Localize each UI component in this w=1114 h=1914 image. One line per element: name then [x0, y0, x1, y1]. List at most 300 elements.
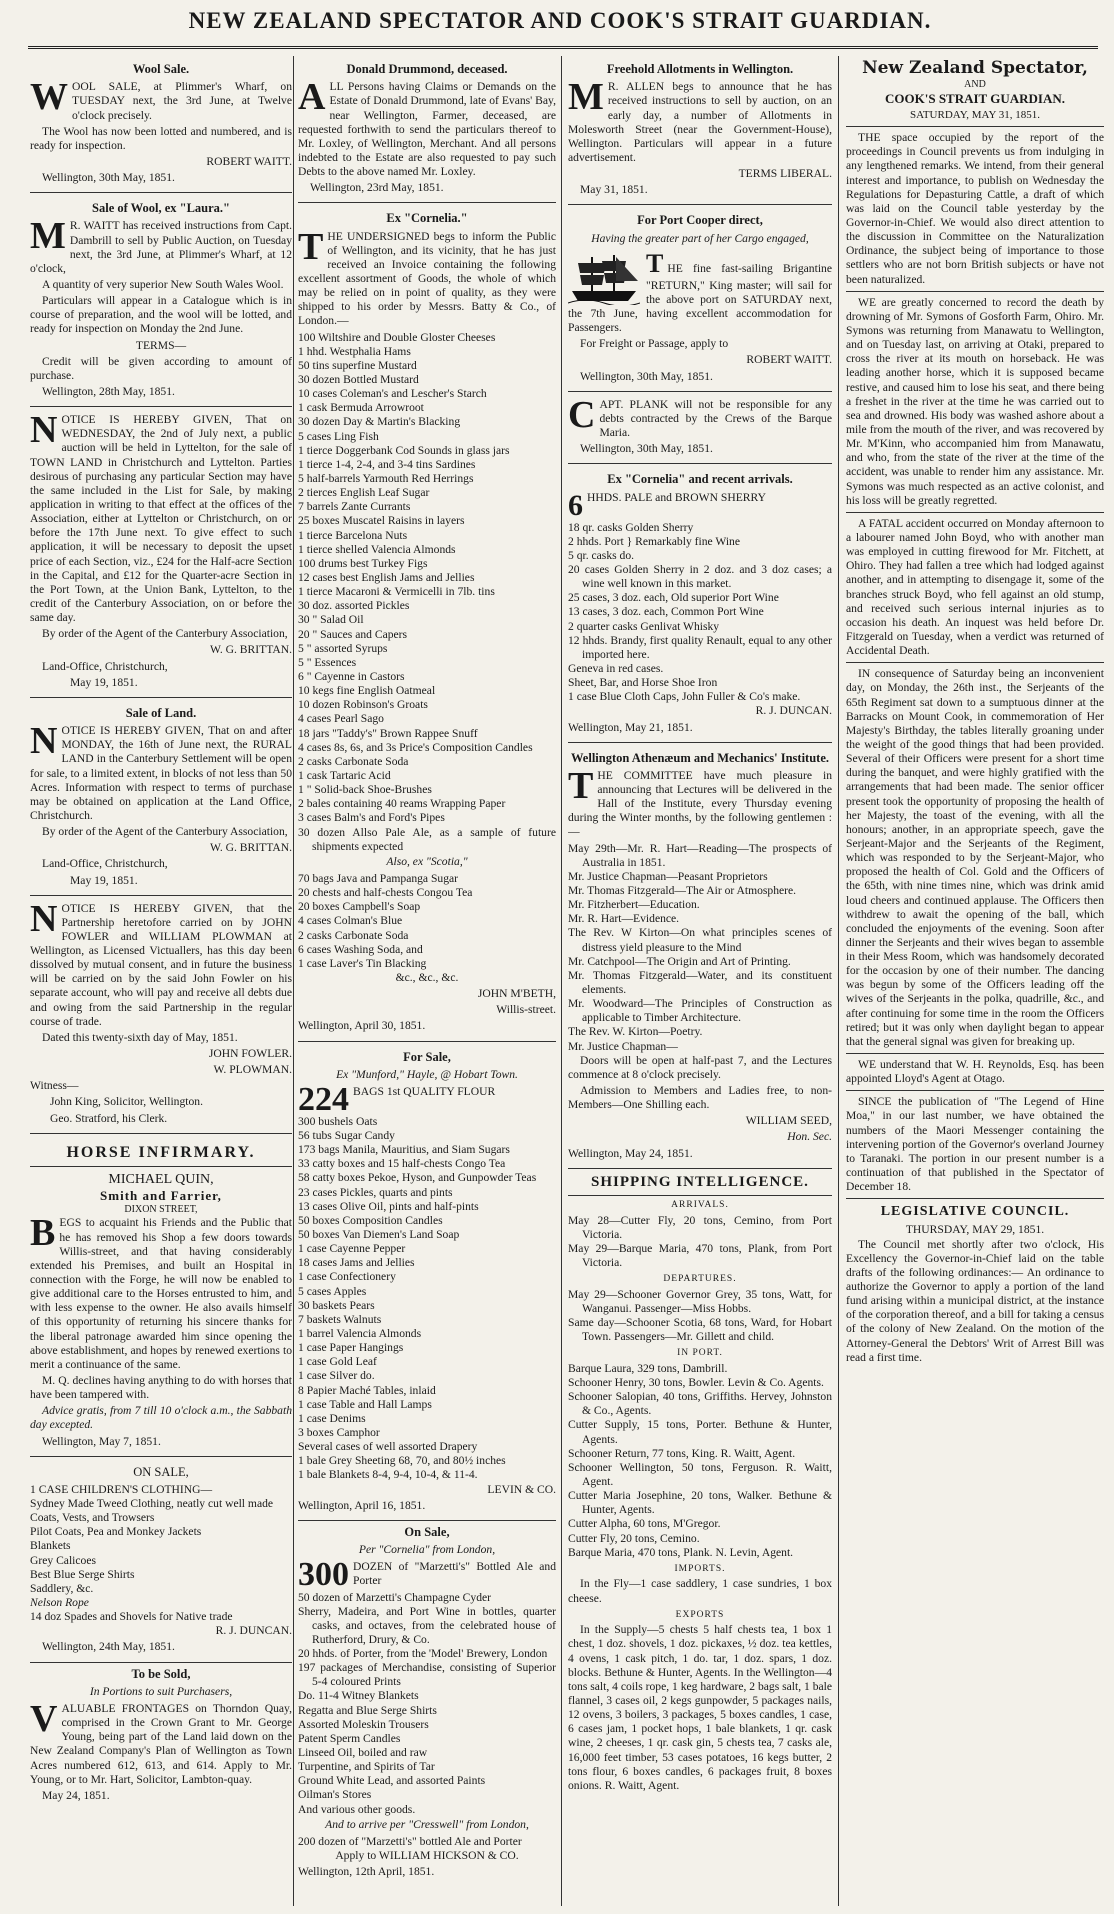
list-item: 2 casks Carbonate Soda — [298, 928, 409, 942]
ad-body: HE COMMITTEE have much pleasure in announcing that Lectures will be delivered in the Hall of the Institute, every Thursday evening during the Winter months, by the following gentlemen :— — [568, 768, 832, 839]
list-item: 30 baskets Pears — [298, 1298, 375, 1312]
list-item: Mr. R. Hart—Evidence. — [568, 912, 680, 926]
divider — [846, 512, 1104, 513]
list-item: 50 boxes Composition Candles — [298, 1213, 443, 1227]
ad-signature: LEVIN & CO. — [487, 1482, 556, 1496]
list-item: 70 bags Java and Pampanga Sugar — [298, 871, 459, 885]
ad-body: OTICE IS HEREBY GIVEN, That on WEDNESDAY, the 2nd of July next, a public auction will be held in Lyttelton, for the sale of TOWN LAND in Christchurch and Lyttelton. Parties desirous of purchasing any particular Section may have the same included in the List for Sale, by making application in writing to that effect at the offices of the Association, either at Lyttelton or Christchurch, on or before the 17th June next. To give effect to such application, it will be necessary to deposit the upset price of each Section, viz., £24 for the Half-acre Section in the Capital, and £12 for the Quarter-acre Section in the Port Town, at the Union Bank, Lyttelton, to the credit of the Canterbury Association, on or before the same day. — [30, 413, 292, 625]
subsection-title: IN PORT. — [677, 1348, 723, 1359]
ad-date: Wellington, 30th May, 1851. — [42, 171, 175, 185]
list-item: Coats, Vests, and Trowsers — [30, 1511, 155, 1525]
list-item: 50 dozen of Marzetti's Champagne Cyder — [298, 1590, 492, 1604]
column-3 — [568, 58, 832, 1904]
ad-terms: TERMS— — [135, 338, 187, 352]
ad-name: MICHAEL QUIN, — [108, 1172, 214, 1188]
divider — [846, 662, 1104, 663]
ad-signature: Hon. Sec. — [787, 1130, 832, 1144]
ad-body: APT. PLANK will not be responsible for any debts contracted by the Crews of the Barque Maria. — [599, 397, 832, 440]
ad-date: May 19, 1851. — [70, 675, 138, 689]
editorial-paragraph: THE space occupied by the report of the proceedings in Council prevents us from indulging in any lengthened remarks. We intend, from their general interest and importance, to publish on Wednesday the Regulations for Depasturing Cattle, a draft of which was laid on the Council table yesterday by the Governor-in-Chief. We would also direct attention to the discussion in Committee on the Naturalization Ordinance, the subject being of importance to those settlers who are not born British subjects or have not been naturalized. — [846, 131, 1104, 286]
divider — [568, 1195, 832, 1196]
editorial-paragraph: IN consequence of Saturday being an inconvenient day, on Monday, the 26th inst., the Serjeants of the 65th Regiment sat down to a sumptuous dinner at the Barracks on Mount Cook, in commemoration of Her Majesty's Birthday, the tables literally groaning under the weight of the good things that had been provided. Several of their Officers were present for a short time during the banquet, and were highly gratified with the arrangements that had been made. The senior officer present took the opportunity of proposing the health of her Majesty, the toast of the evening, with all the honours; another, in an appropriate speech, gave the Serjeant-Major and the Serjeants of the Regiment, which was responded to by the Serjeant-Major, who proposed the health of Col. Gold and the Officers of the 65th, with nine times nine, which was drink amid loud cheers and continued applause. The Officers then withdrew to await the opening of the ball, which concluded the enjoyments of the evening. Soon after dinner the Serjeants and their wives began to assemble in their Mess Room, which was handsomely decorated for the occasion by one of their number. The dancing was begun by some of the Officers leading off the wives of the Serjeants in the polka, quadrille, &c., and after continuing for some time in the room the Officers retired; but it was only when daylight began to appear that the general signal was given for breaking up. — [846, 667, 1104, 1048]
ad-body: HE fine fast-sailing Brigantine "RETURN," King master; will sail for the above port on SATURDAY next, the 7th June, having excellent accommodation for Passengers. — [568, 261, 832, 335]
ad-text: Admission to Members and Ladies free, to non-Members—One Shilling each. — [568, 1084, 832, 1112]
list-item: 5 cases Ling Fish — [298, 429, 379, 443]
drop-cap: V — [30, 1697, 58, 1740]
list-item: 20 " Sauces and Capers — [298, 627, 408, 641]
council-paragraph: The Council met shortly after two o'clock, His Excellency the Governor-in-Chief laid on the table drafts of the following ordinances:— An ordinance to authorize the Governor to apply a portion of the land fund arising within a municipal district, at the instance of the corporation thereof, and a bill for taking a census of the colony of New Zealand. On the motion of the Attorney-General the Debtors' Writ of Arrest Bill was read a first time. — [846, 1237, 1104, 1364]
list-item: Best Blue Serge Shirts — [30, 1567, 135, 1581]
list-item: 1 tierce Barcelona Nuts — [298, 528, 408, 542]
divider — [846, 1053, 1104, 1054]
ad-notice-town-land — [30, 411, 292, 698]
ad-date: Wellington, April 16, 1851. — [298, 1498, 426, 1512]
lead-number: 224 — [298, 1080, 349, 1118]
list-item: 3 cases Balm's and Ford's Pipes — [298, 811, 445, 825]
ad-subtitle: Having the greater part of her Cargo engaged, — [591, 231, 809, 245]
list-item: 10 dozen Robinson's Groats — [298, 698, 428, 712]
ad-wool-sale — [30, 58, 292, 193]
section-title: LEGISLATIVE COUNCIL. — [880, 1204, 1070, 1220]
masthead-rule — [28, 46, 1098, 49]
list-item: Pilot Coats, Pea and Monkey Jackets — [30, 1525, 202, 1539]
list-item: 100 Wiltshire and Double Gloster Cheeses — [298, 330, 496, 344]
ad-body: OTICE IS HEREBY GIVEN, That on and after MONDAY, the 16th of June next, the RURAL LAND in the Canterbury Settlement will be open for sale, to a limited extent, in blocks of not less than 50 Acres. Information with respect to terms of purchase may be obtained on application at the Land Office, Christchurch. — [30, 724, 292, 822]
ad-on-sale — [30, 1461, 292, 1663]
list-item: 4 cases Colman's Blue — [298, 914, 403, 928]
editorial-masthead-guardian: COOK'S STRAIT GUARDIAN. — [885, 90, 1065, 106]
drop-cap: N — [30, 720, 58, 763]
list-item: 1 tierce Doggerbank Cod Sounds in glass jars — [298, 443, 510, 457]
ad-for-sale — [298, 1046, 556, 1521]
ad-text: Advice gratis, from 7 till 10 o'clock a.m., the Sabbath day excepted. — [30, 1404, 292, 1432]
list-item: 1 tierce shelled Valencia Almonds — [298, 542, 456, 556]
list-item: Nelson Rope — [30, 1596, 89, 1610]
list-item: 1 case Denims — [298, 1411, 366, 1425]
ad-text: The Wool has now been lotted and numbered, and is ready for inspection. — [30, 124, 292, 152]
ad-title: On Sale, — [404, 1524, 450, 1539]
drop-cap: N — [30, 897, 58, 940]
list-item: 7 baskets Walnuts — [298, 1312, 382, 1326]
list-item: Barque Maria, 470 tons, Plank. N. Levin, Agent. — [568, 1545, 794, 1559]
list-item: Ground White Lead, and assorted Paints — [298, 1774, 486, 1788]
list-item: 5 cases Apples — [298, 1284, 367, 1298]
list-item: 1 cask Tartaric Acid — [298, 768, 391, 782]
list-item: Schooner Return, 77 tons, King. R. Waitt, Agent. — [568, 1446, 796, 1460]
list-item: 8 Papier Maché Tables, inlaid — [298, 1383, 436, 1397]
list-item: 2 bales containing 40 reams Wrapping Paper — [298, 797, 506, 811]
ad-text: Apply to WILLIAM HICKSON & CO. — [335, 1849, 519, 1863]
lecture-list — [568, 842, 832, 1054]
ad-date: May 31, 1851. — [580, 183, 648, 197]
list-item: 5 " Essences — [298, 655, 357, 669]
list-item: 1 case Laver's Tin Blacking — [298, 956, 427, 970]
list-item: 173 bags Manila, Mauritius, and Siam Sugars — [298, 1143, 510, 1157]
ad-body: ALUABLE FRONTAGES on Thorndon Quay, comprised in the Crown Grant to Mr. George Young, being part of the Land laid down on the New Zealand Company's Plan of Wellington as Town Acres numbered 612, 613, and 614. Apply to Mr. Young, or to Mr. Hart, Solicitor, Lambton-quay. — [30, 1701, 292, 1786]
ad-text: By order of the Agent of the Canterbury Association, — [42, 627, 288, 641]
list-item: 3 boxes Camphor — [298, 1425, 380, 1439]
list-item: 58 catty boxes Pekoe, Hyson, and Gunpowder Teas — [298, 1171, 537, 1185]
list-item: 2 quarter casks Genlivat Whisky — [568, 619, 720, 633]
list-item: 20 hhds. of Porter, from the 'Model' Brewery, London — [298, 1647, 548, 1661]
council-date: THURSDAY, MAY 29, 1851. — [905, 1223, 1045, 1237]
goods-list — [298, 1591, 556, 1817]
list-item: Same day—Schooner Scotia, 68 tons, Ward, for Hobart Town. Passengers—Mr. Gillett and child. — [568, 1316, 832, 1344]
ad-date: Wellington, May 7, 1851. — [42, 1434, 161, 1448]
drop-cap: A — [298, 76, 326, 119]
column-1 — [30, 58, 292, 1904]
ad-to-be-sold — [30, 1667, 292, 1803]
list-item: 5 qr. casks do. — [568, 548, 635, 562]
list-item: 1 case Table and Hall Lamps — [298, 1397, 432, 1411]
divider — [846, 126, 1104, 127]
list-item: 200 dozen of "Marzetti's" bottled Ale and Porter — [298, 1834, 522, 1848]
ad-signature: WILLIAM SEED, — [745, 1114, 832, 1128]
list-item: 197 packages of Merchandise, consisting of Superior 5-4 coloured Prints — [298, 1661, 556, 1689]
list-item: Turpentine, and Spirits of Tar — [298, 1760, 435, 1774]
drop-cap: M — [568, 76, 604, 119]
list-item: Sydney Made Tweed Clothing, neatly cut well made — [30, 1497, 274, 1511]
list-item: 30 doz. assorted Pickles — [298, 599, 410, 613]
ad-date: Wellington, 23rd May, 1851. — [310, 181, 444, 195]
list-item: 30 dozen Bottled Mustard — [298, 373, 419, 387]
ad-signature: W. G. BRITTAN. — [209, 841, 292, 855]
ad-date: Wellington, 30th May, 1851. — [580, 369, 713, 383]
ad-subtitle: In Portions to suit Purchasers, — [89, 1684, 233, 1698]
list-item: Schooner Salopian, 40 tons, Griffiths. Hervey, Johnston & Co., Agents. — [568, 1390, 832, 1418]
list-item: 1 case Blue Cloth Caps, John Fuller & Co's make. — [568, 690, 801, 704]
subsection-title: DEPARTURES. — [663, 1274, 737, 1285]
drop-cap: T — [298, 225, 324, 268]
list-item: 300 bushels Oats — [298, 1114, 378, 1128]
drop-cap: B — [30, 1212, 56, 1255]
exports-text: In the Supply—5 chests 5 half chests tea, 1 box 1 chest, 1 doz. shovels, 1 doz. pickaxes, ½ doz. tea kettles, 4 ovens, 1 cask pitch, 1 do. tar, 1 doz. spars, 1 doz. blocks. Bethune & Hunter, Agents. In the Wellington—4 tons salt, 4 coils rope, 1 keg hardware, 2 bags salt, 1 bale flannel, 3 cases oil, 2 kegs gunpowder, 5 packages nails, 12 ovens, 3 boilers, 3 packages, 5 boxes candles, 1 case, 6 cases jam, 1 pocket hops, 1 bale blankets, 1 qr. cask wine, 2 cheeses, 1 qr. cask gin, 5 chests tea, 7 casks ale, 16,000 feet timber, 53 cases potatoes, 16 kegs butter, 2 tons flour, 6 boxes candles, 6 packages fruit, 8 boxes onions. R. Waitt, Agent. — [568, 1623, 832, 1792]
list-item: 2 casks Carbonate Soda — [298, 754, 409, 768]
goods-list — [298, 331, 556, 854]
list-item: 1 bale Blankets 8-4, 9-4, 10-4, & 11-4. — [298, 1468, 478, 1482]
ad-title: For Sale, — [403, 1049, 451, 1064]
list-item: The Rev. W Kirton—On what principles scenes of distress yield pleasure to the Mind — [568, 926, 832, 954]
list-item: And various other goods. — [298, 1802, 416, 1816]
ad-text: &c., &c., &c. — [395, 970, 459, 984]
list-item: Regatta and Blue Serge Shirts — [298, 1703, 437, 1717]
ad-partnership — [30, 897, 292, 1134]
list-item: 18 cases Jams and Jellies — [298, 1256, 415, 1270]
drop-cap: W — [30, 76, 68, 119]
masthead: NEW ZEALAND SPECTATOR AND COOK'S STRAIT GUARDIAN. — [188, 8, 932, 33]
list-item: Saddlery, &c. — [30, 1581, 94, 1595]
list-item: Cutter Alpha, 60 tons, M'Gregor. — [568, 1517, 721, 1531]
ad-text: M. Q. declines having anything to do with horses that have been tampered with. — [30, 1373, 292, 1402]
issue-date: SATURDAY, MAY 31, 1851. — [910, 108, 1040, 121]
ad-title: Sale of Land. — [125, 705, 197, 720]
ad-date: Wellington, April 30, 1851. — [298, 1019, 426, 1033]
list-item: 5 " assorted Syrups — [298, 641, 388, 655]
list-item: 25 boxes Muscatel Raisins in layers — [298, 514, 465, 528]
list-item: Mr. Catchpool—The Origin and Art of Printing. — [568, 954, 791, 968]
ad-body: OTICE IS HEREBY GIVEN, that the Partnership heretofore carried on by JOHN FOWLER and WILLIAM PLOWMAN at Wellington, as Licensed Victuallers, has this day been dissolved by mutual consent, and in future the business will be carried on by the said John Fowler on his separate account, who will pay and receive all debts due and owing from the said Partnership in the regular course of trade. — [30, 901, 292, 1028]
ad-body: R. WAITT has received instructions from Capt. Dambrill to sell by Public Auction, on Tuesday next, the 3rd June, at Plimmer's Wharf, at 12 o'clock, — [30, 219, 292, 275]
list-item: 14 doz Spades and Shovels for Native trade — [30, 1610, 233, 1624]
ad-body: HE UNDERSIGNED begs to inform the Public of Wellington, and its vicinity, that he has just received an Invoice containing the following excellent assortment of Goods, the whole of which may be relied on in point of quality, as they were shipped to his order by Messrs. Batty & Co., of London.— — [298, 229, 556, 328]
subsection-title: ARRIVALS. — [671, 1200, 729, 1211]
column-4 — [846, 58, 1104, 1904]
list-item: May 28—Cutter Fly, 20 tons, Cemino, from Port Victoria. — [568, 1213, 832, 1241]
ad-text: By order of the Agent of the Canterbury Association, — [42, 825, 288, 839]
list-item: 1 " Solid-back Shoe-Brushes — [298, 783, 432, 797]
shipping-intelligence — [568, 1173, 832, 1793]
ad-body: OOL SALE, at Plimmer's Wharf, on TUESDAY next, the 3rd June, at Twelve o'clock precisely. — [72, 80, 292, 122]
ad-subtitle: And to arrive per "Cresswell" from London, — [325, 1817, 529, 1831]
ad-signature: ROBERT WAITT. — [206, 154, 292, 168]
list-item: Schooner Wellington, 50 tons, Ferguson. R. Waitt, Agent. — [568, 1460, 832, 1488]
ad-text: For Freight or Passage, apply to — [580, 337, 729, 351]
list-item: 18 jars "Taddy's" Brown Rappee Snuff — [298, 726, 478, 740]
ad-body: HHDS. PALE and BROWN SHERRY — [587, 490, 766, 504]
list-item: Blankets — [30, 1539, 71, 1553]
list-item: 50 boxes Van Diemen's Land Soap — [298, 1228, 460, 1242]
editorial-masthead: New Zealand Spectator, — [862, 58, 1088, 78]
ad-signature: R. J. DUNCAN. — [215, 1624, 292, 1638]
list-item: 23 cases Pickles, quarts and pints — [298, 1185, 453, 1199]
ad-body: LL Persons having Claims or Demands on the Estate of Donald Drummond, late of Evans' Bay, near Wellington, Farmer, deceased, are requested forthwith to send the particulars thereof to Mr. Loxley, of Wellington, Merchant. And all persons indebted to the Estate are also requested to pay such Debts to the above named Mr. Loxley. — [298, 80, 556, 179]
list-item: Sherry, Madeira, and Port Wine in bottles, quarter casks, and octaves, from the celebrated house of Rutherford, Drury, & Co. — [298, 1604, 556, 1646]
ad-text: Particulars will appear in a Catalogue which is in course of preparation, and the wool will be lotted, and ready for inspection on Monday the 2nd June. — [30, 294, 292, 336]
list-item: 25 cases, 3 doz. each, Old superior Port Wine — [568, 591, 779, 605]
list-item: 13 cases Olive Oil, pints and half-pints — [298, 1199, 479, 1213]
list-item: 12 cases best English Jams and Jellies — [298, 571, 475, 584]
subsection-title: EXPORTS — [675, 1609, 725, 1620]
ad-signature: W. G. BRITTAN. — [209, 643, 292, 657]
ad-trade: Smith and Farrier, — [100, 1188, 222, 1204]
goods-list — [568, 521, 832, 705]
ad-text: Witness— — [30, 1079, 79, 1093]
ad-title: HORSE INFIRMARY. — [66, 1143, 256, 1161]
in-port-list — [568, 1362, 832, 1560]
ad-date: May 24, 1851. — [42, 1788, 110, 1802]
list-item: 5 half-barrels Yarmouth Red Herrings — [298, 472, 474, 486]
ad-title: Ex "Cornelia" and recent arrivals. — [607, 472, 793, 487]
list-item: 7 barrels Zante Currants — [298, 500, 411, 514]
list-item: The Rev. W. Kirton—Poetry. — [568, 1025, 703, 1039]
list-item: Geneva in red cases. — [568, 661, 664, 675]
list-item: Mr. Woodward—The Principles of Construction as applicable to Timber Architecture. — [568, 997, 832, 1025]
list-item: Patent Sperm Candles — [298, 1731, 401, 1745]
ad-sale-of-land — [30, 702, 292, 896]
ad-title: Sale of Wool, ex "Laura." — [92, 201, 230, 216]
ad-signature: ROBERT WAITT. — [746, 353, 832, 367]
list-item: Grey Calicoes — [30, 1553, 96, 1567]
ad-subtitle: Ex "Munford," Hayle, @ Hobart Town. — [336, 1067, 518, 1081]
ad-date: Wellington, 28th May, 1851. — [42, 385, 175, 399]
ad-laura — [30, 197, 292, 407]
list-item: 1 case Cayenne Pepper — [298, 1242, 406, 1256]
list-item: 18 qr. casks Golden Sherry — [568, 520, 694, 534]
divider — [846, 1090, 1104, 1091]
lead-number: 300 — [298, 1556, 349, 1594]
ad-place: Land-Office, Christchurch, — [42, 857, 168, 871]
ad-port-cooper — [568, 209, 832, 391]
list-item: Mr. Thomas Fitzgerald—Water, and its constituent elements. — [568, 968, 832, 997]
ad-terms: TERMS LIBERAL. — [738, 167, 832, 181]
ad-body: BAGS 1st QUALITY FLOUR — [353, 1084, 496, 1098]
list-item: 1 CASE CHILDREN'S CLOTHING— — [30, 1482, 213, 1496]
drop-cap: N — [30, 409, 58, 452]
ad-text: Doors will be open at half-past 7, and the Lectures commence at 8 o'clock precisely. — [568, 1053, 832, 1081]
lead-number: 6 — [568, 488, 583, 522]
list-item: Linseed Oil, boiled and raw — [298, 1746, 428, 1760]
ad-subtitle: Also, ex "Scotia," — [386, 854, 468, 868]
ad-place: Land-Office, Christchurch, — [42, 659, 168, 673]
column-divider — [561, 56, 562, 1906]
ad-signature: JOHN M'BETH, — [477, 987, 556, 1001]
ad-date: Wellington, May 21, 1851. — [568, 720, 693, 734]
ad-title: Donald Drummond, deceased. — [346, 62, 508, 76]
column-divider — [293, 56, 294, 1906]
list-item: Several cases of well assorted Drapery — [298, 1440, 478, 1454]
list-item: 30 " Salad Oil — [298, 613, 364, 627]
list-item: 33 catty boxes and 15 half-chests Congo Tea — [298, 1157, 506, 1171]
list-item: 2 tierces English Leaf Sugar — [298, 486, 430, 500]
ad-subtitle: Per "Cornelia" from London, — [358, 1543, 496, 1557]
list-item: 30 dozen Day & Martin's Blacking — [298, 415, 461, 429]
list-item: 20 cases Golden Sherry in 2 doz. and 3 doz cases; a wine well known in this market. — [568, 562, 832, 591]
list-item: 1 tierce Macaroni & Vermicelli in 7lb. tins — [298, 585, 495, 599]
list-item: 56 tubs Sugar Candy — [298, 1129, 395, 1143]
list-item: Schooner Henry, 30 tons, Bowler. Levin & Co. Agents. — [568, 1376, 824, 1390]
list-item: Mr. Fitzherbert—Education. — [568, 898, 700, 912]
divider — [846, 1198, 1104, 1199]
imports-text: In the Fly—1 case saddlery, 1 case sundries, 1 box cheese. — [568, 1577, 832, 1605]
ad-recent-arrivals — [568, 468, 832, 742]
list-item: 1 case Paper Hangings — [298, 1341, 404, 1355]
ad-text: Credit will be given according to amount of purchase. — [30, 354, 292, 382]
list-item: 12 hhds. Brandy, first quality Renault, equal to any other imported here. — [568, 633, 832, 661]
ad-title: To be Sold, — [131, 1666, 191, 1681]
list-item: 10 cases Coleman's and Lescher's Starch — [298, 387, 487, 401]
list-item: 13 cases, 3 doz. each, Common Port Wine — [568, 605, 764, 619]
ad-date: Wellington, May 24, 1851. — [568, 1146, 693, 1160]
departures-list — [568, 1288, 832, 1345]
subsection-title: IMPORTS. — [674, 1563, 726, 1574]
list-item: 1 tierce 1-4, 2-4, and 3-4 tins Sardines — [298, 457, 476, 471]
list-item: 4 cases Pearl Sago — [298, 712, 384, 726]
list-item: Oilman's Stores — [298, 1788, 372, 1802]
goods-list — [298, 872, 556, 971]
ad-title: Wool Sale. — [132, 62, 190, 76]
list-item: 6 cases Washing Soda, and — [298, 942, 423, 956]
list-item: Assorted Moleskin Trousers — [298, 1717, 429, 1731]
column-2 — [298, 58, 556, 1904]
ad-athenaeum — [568, 747, 832, 1169]
ad-date: Wellington, 12th April, 1851. — [298, 1865, 435, 1879]
list-item: Do. 11-4 Witney Blankets — [298, 1689, 419, 1703]
ad-freehold — [568, 58, 832, 205]
list-item: Cutter Supply, 15 tons, Porter. Bethune & Hunter, Agents. — [568, 1418, 832, 1446]
ad-title: Wellington Athenæum and Mechanics' Institute. — [570, 750, 829, 765]
list-item: May 29—Schooner Governor Grey, 35 tons, Watt, for Wanganui. Passenger—Miss Hobbs. — [568, 1287, 832, 1315]
ad-signature: Willis-street. — [496, 1003, 556, 1017]
list-item: 100 drums best Turkey Figs — [298, 556, 428, 570]
ad-title: Ex "Cornelia." — [386, 211, 468, 226]
section-title: SHIPPING INTELLIGENCE. — [591, 1173, 809, 1190]
ad-text: A quantity of very superior New South Wales Wool. — [42, 278, 284, 292]
list-item: 50 tins superfine Mustard — [298, 358, 417, 372]
list-item: 2 hhds. Port } Remarkably fine Wine — [568, 534, 740, 548]
ad-horse-infirmary — [30, 1138, 292, 1457]
ad-date: Wellington, 30th May, 1851. — [580, 442, 713, 456]
list-item: 1 case Confectionery — [298, 1270, 396, 1284]
list-item: 1 hhd. Westphalia Hams — [298, 344, 411, 358]
ad-signature: R. J. DUNCAN. — [755, 704, 832, 718]
ad-text: John King, Solicitor, Wellington. — [50, 1095, 203, 1109]
ad-street: DIXON STREET, — [124, 1204, 198, 1216]
ad-cornelia — [298, 207, 556, 1041]
ad-body: R. ALLEN begs to announce that he has received instructions to sell by auction, on an early day, a number of Allotments in Molesworth Street (near the Government-House), Wellington. Particulars will appear in a future advertisement. — [568, 80, 832, 164]
ad-capt-plank — [568, 393, 832, 465]
ad-title: For Port Cooper direct, — [637, 213, 763, 228]
drop-cap: T — [568, 764, 594, 807]
list-item: 1 barrel Valencia Almonds — [298, 1327, 422, 1340]
editorial-paragraph: A FATAL accident occurred on Monday afternoon to a labourer named John Boyd, who with another man was employed in cutting firewood for Mr. Fitchett, at Ohiro. They had fallen a tree which had lodged against another, and in attempting to disengage it, some of the branches struck Boyd, who fell against an old stump, and received such serious internal injuries as to occasion his death. An inquest was held before Dr. Fitzgerald on Tuesday, when a verdict was returned of Accidental Death. — [846, 516, 1104, 658]
editorial-paragraph: WE understand that W. H. Reynolds, Esq. has been appointed Lloyd's Agent at Otago. — [846, 1058, 1104, 1086]
list-item: Sheet, Bar, and Horse Shoe Iron — [568, 676, 718, 690]
ad-date: May 19, 1851. — [70, 873, 138, 887]
list-item: Barque Laura, 329 tons, Dambrill. — [568, 1361, 728, 1375]
divider — [30, 1166, 292, 1167]
column-divider — [838, 56, 839, 1906]
ad-body: DOZEN of "Marzetti's" Bottled Ale and Porter — [353, 1560, 556, 1588]
list-item: 1 cask Bermuda Arrowroot — [298, 401, 424, 415]
goods-list — [298, 1115, 556, 1483]
list-item: 20 chests and half-chests Congou Tea — [298, 886, 473, 900]
ad-body: EGS to acquaint his Friends and the Public that he has removed his Shop a few doors towards Willis-street, and that having considerably extended his Premises, and built an Hospital in connection with the Forge, he will now be enabled to give additional care to the Horses entrusted to him, and with less expense to the owner. He also avails himself of this opportunity of returning his sincere thanks for the liberal patronage awarded him since opening the above establishment, and hopes by renewed exertions to merit a continuance of the same. — [30, 1216, 292, 1371]
list-item: May 29—Barque Maria, 470 tons, Plank, from Port Victoria. — [568, 1241, 832, 1270]
arrivals-list — [568, 1214, 832, 1271]
ad-signature: JOHN FOWLER. — [208, 1047, 292, 1061]
list-item: 1 bale Grey Sheeting 68, 70, and 80½ inches — [298, 1454, 506, 1468]
editorial-paragraph: SINCE the publication of "The Legend of Hine Moa," in our last number, we have obtained the numbers of the Maori Messenger containing the intervening portion of the Governor's overland Journey to Taranaki. The portion in our present number is a continuation of that published in the Spectator of December 18. — [846, 1095, 1104, 1194]
ad-signature: W. PLOWMAN. — [213, 1063, 292, 1077]
list-item: May 29th—Mr. R. Hart—Reading—The prospects of Australia in 1851. — [568, 841, 832, 869]
ad-drummond — [298, 58, 556, 203]
list-item: 4 cases 8s, 6s, and 3s Price's Composition Candles — [298, 740, 533, 754]
divider — [846, 291, 1104, 292]
list-item: 1 case Silver do. — [298, 1369, 375, 1383]
ad-text: Geo. Stratford, his Clerk. — [50, 1111, 168, 1125]
drop-cap: C — [568, 393, 596, 436]
editorial-masthead-and: AND — [964, 78, 986, 90]
drop-cap: T — [646, 248, 664, 278]
ad-date: Dated this twenty-sixth day of May, 1851. — [42, 1030, 238, 1044]
list-item: Mr. Justice Chapman— — [568, 1039, 678, 1053]
list-item: 20 boxes Campbell's Soap — [298, 900, 421, 914]
list-item: 6 " Cayenne in Castors — [298, 669, 405, 683]
drop-cap: M — [30, 215, 66, 258]
ad-date: Wellington, 24th May, 1851. — [42, 1640, 175, 1654]
editorial-paragraph: WE are greatly concerned to record the death by drowning of Mr. Symons of Gosforth Farm, Ohiro. Mr. Symons was returning from Manawatu to Wellington, and on Tuesday last, on arriving at Otaki, prepared to cross the river at its mouth on horseback. He was leading another horse, which it is supposed became restive, and caused him to lose his seat, and there being a freshet in the river at the time he was carried out to sea and drowned. His body was washed ashore about a mile from the mouth of the river, and was recovered by Mr. M'Kinn, who accompanied him from Manawatu, and who, from the state of the river at the time of the accident, was unable to render him any assistance. Mr. Symons was much respected as an active colonist, and his loss will be greatly regretted. — [846, 295, 1104, 507]
list-item: Cutter Fly, 20 tons, Cemino. — [568, 1531, 700, 1545]
ship-icon — [568, 251, 640, 305]
list-item: 10 kegs fine English Oatmeal — [298, 684, 436, 698]
ad-on-sale-cornelia — [298, 1525, 556, 1879]
list-item: Mr. Justice Chapman—Peasant Proprietors — [568, 869, 768, 883]
list-item: 1 case Gold Leaf — [298, 1355, 377, 1369]
ad-title: ON SALE, — [133, 1464, 189, 1479]
list-item: 30 dozen Allso Pale Ale, as a sample of future shipments expected — [298, 825, 556, 853]
ad-title: Freehold Allotments in Wellington. — [606, 62, 794, 76]
list-item: Cutter Maria Josephine, 20 tons, Walker. Bethune & Hunter, Agents. — [568, 1489, 832, 1517]
